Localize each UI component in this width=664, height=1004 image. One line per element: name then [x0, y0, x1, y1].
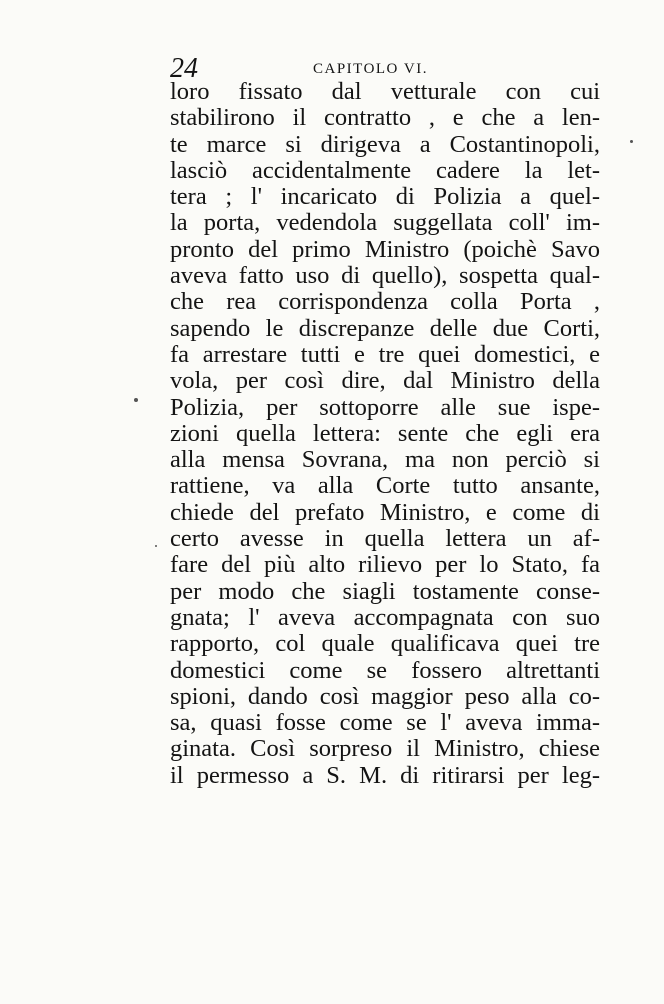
text-line: per modo che siagli tostamente conse-	[170, 577, 600, 605]
body-text	[170, 79, 600, 789]
print-speck	[630, 140, 633, 143]
text-line: tera ; l' incaricato di Polizia a quel-	[170, 183, 600, 211]
text-line: domestici come se fossero altrettanti	[170, 656, 600, 684]
text-line: il permesso a S. M. di ritirarsi per leg-	[170, 761, 600, 789]
text-line: loro fissato dal vetturale con cui	[170, 78, 600, 105]
text-line: chiede del prefato Ministro, e come di	[170, 498, 600, 526]
text-line: vola, per così dire, dal Ministro della	[170, 367, 600, 395]
text-line: che rea corrispondenza colla Porta ,	[170, 288, 600, 316]
text-line: sa, quasi fosse come se l' aveva imma-	[170, 709, 600, 737]
print-speck	[155, 545, 157, 547]
text-line: gnata; l' aveva accompagnata con suo	[170, 603, 600, 631]
text-line: ginata. Così sorpreso il Ministro, chiese	[170, 735, 600, 763]
text-line: aveva fatto uso di quello), sospetta qual-	[170, 262, 600, 290]
text-line: pronto del primo Ministro (poichè Savo	[170, 235, 600, 263]
text-line: stabilirono il contratto , e che a len-	[170, 104, 600, 132]
page-number: 24	[170, 53, 198, 84]
text-line: rapporto, col quale qualificava quei tre	[170, 630, 600, 658]
text-line: zioni quella lettera: sente che egli era	[170, 419, 600, 447]
text-line: fare del più alto rilievo per lo Stato, fa	[170, 551, 600, 579]
text-line: fa arrestare tutti e tre quei domestici, e	[170, 340, 600, 368]
text-line: spioni, dando così maggior peso alla co-	[170, 682, 600, 710]
text-line: te marce si dirigeva a Costantinopoli,	[170, 130, 600, 158]
print-speck	[134, 398, 138, 402]
text-line: lasciò accidentalmente cadere la let-	[170, 156, 600, 184]
text-line: certo avesse in quella lettera un af-	[170, 525, 600, 553]
text-line: alla mensa Sovrana, ma non perciò si	[170, 446, 600, 474]
text-line: sapendo le discrepanze delle due Corti,	[170, 314, 600, 342]
text-line: la porta, vedendola suggellata coll' im-	[170, 209, 600, 237]
text-line: rattiene, va alla Corte tutto ansante,	[170, 472, 600, 500]
text-line: Polizia, per sottoporre alle sue ispe-	[170, 393, 600, 421]
running-head: CAPITOLO VI.	[313, 61, 428, 77]
